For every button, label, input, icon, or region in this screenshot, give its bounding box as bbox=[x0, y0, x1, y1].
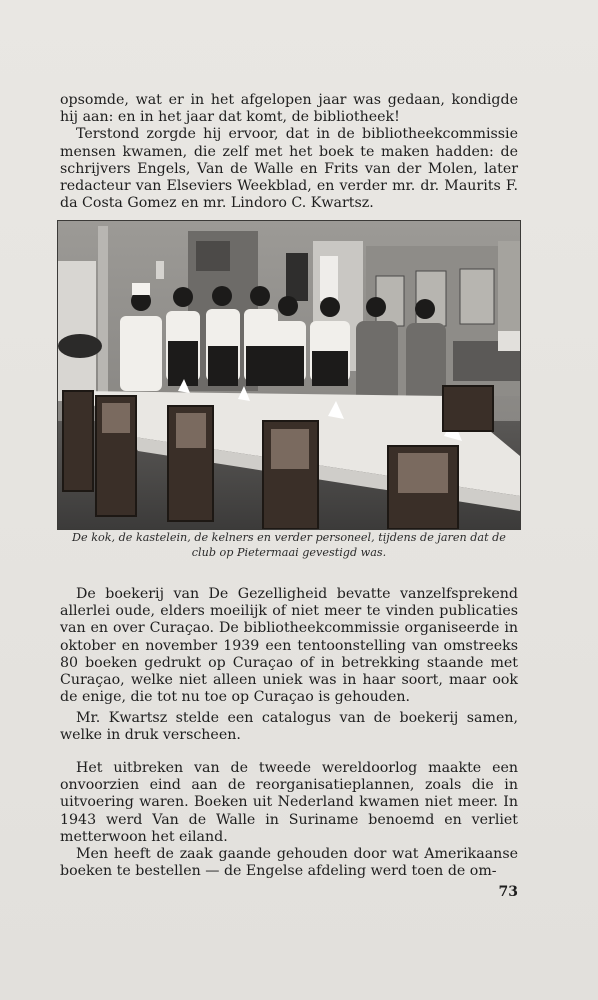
paragraph-library bbox=[60, 586, 518, 706]
paragraph-text: De boekerij van De Gezelligheid bevatte vanzelfsprekend allerlei oude, elders moeilijk of niet meer te vinden publicaties van en over Curaçao. De bibliotheekcommissie organiseerde in oktober en november 1939 een tentoonstelling van omstreeks 80 boeken gedrukt op Curaçao of in betrekking staande met Curaçao, welke niet alleen uniek was in haar soort, maar ook de enige, die tot nu toe op Curaçao is gehouden. bbox=[60, 586, 518, 706]
top-text-block bbox=[60, 92, 518, 212]
paragraph-continuation: opsomde, wat er in het afgelopen jaar was gedaan, kondigde hij aan: en in het jaar dat komt, de bibliotheek! bbox=[60, 92, 518, 126]
paragraph-war bbox=[60, 760, 518, 880]
paragraph-text: Mr. Kwartsz stelde een catalogus van de boekerij samen, welke in druk verscheen. bbox=[60, 710, 518, 744]
staff-photograph bbox=[57, 220, 521, 530]
paragraph-catalogue bbox=[60, 710, 518, 744]
paragraph-commission: Terstond zorgde hij ervoor, dat in de bibliotheekcommissie mensen kwamen, die zelf met het boek te maken hadden: de schrijvers Engels, Van de Walle en Frits van der Molen, later redacteur van Elseviers Weekblad, en verder mr. dr. Maurits F. da Costa Gomez en mr. Lindoro C. Kwartsz. bbox=[60, 126, 518, 212]
paragraph-text: Het uitbreken van de tweede wereldoorlog maakte een onvoorzien eind aan de reorganisatieplannen, zoals die in uitvoering waren. Boeken uit Nederland kwamen niet meer. In 1943 werd Van de Walle in Suriname benoemd en verliet metterwoon het eiland. bbox=[60, 760, 518, 845]
photo-caption: De kok, de kastelein, de kelners en verder personeel, tijdens de jaren dat de club op Pietermaai gevestigd was. bbox=[72, 531, 506, 559]
paragraph-text: Men heeft de zaak gaande gehouden door wat Amerikaanse boeken te bestellen — de Engelse afdeling werd toen de om- bbox=[60, 846, 518, 880]
page-number: 73 bbox=[498, 884, 518, 900]
